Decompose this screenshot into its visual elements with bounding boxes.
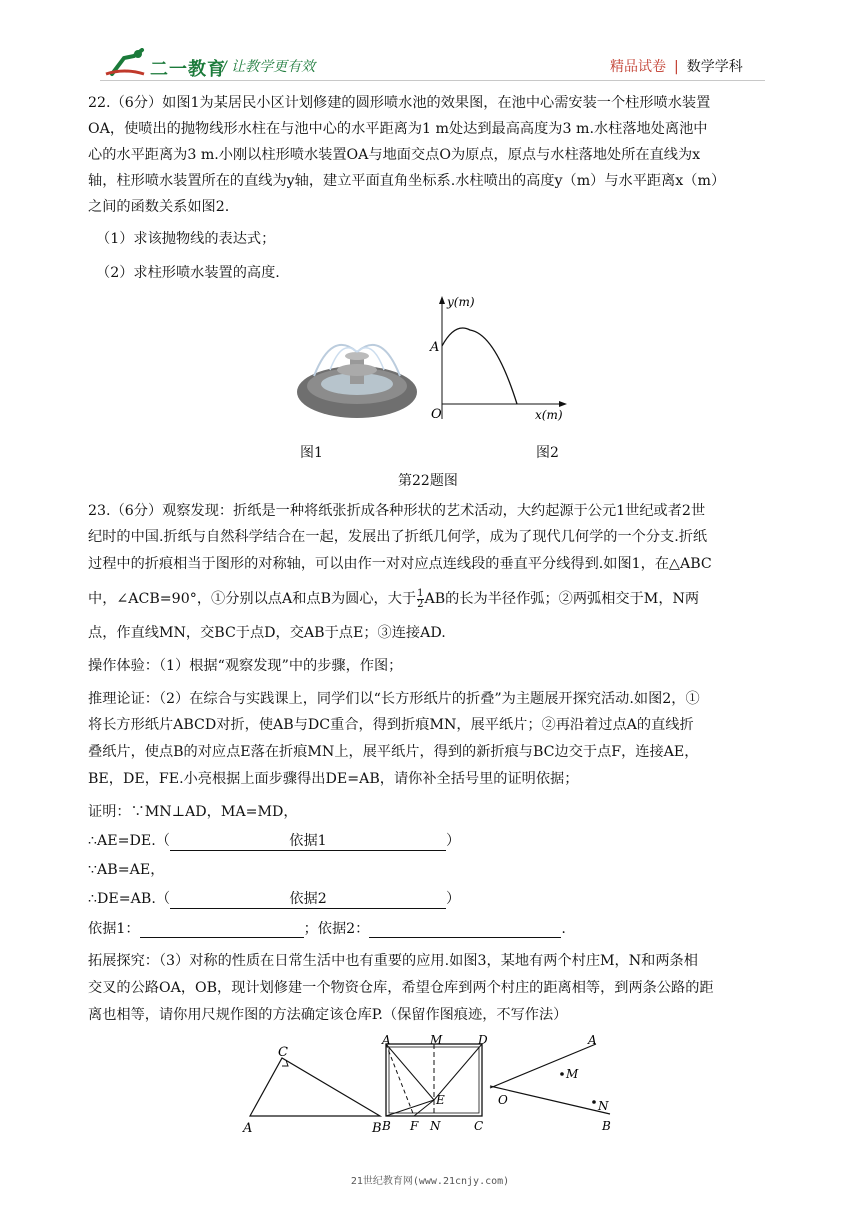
basis-2-blank: 依据2: [170, 888, 446, 909]
road-oa: [490, 1044, 596, 1088]
header-label-premium: 精品试卷: [610, 59, 666, 75]
road-label-o: O: [498, 1093, 508, 1107]
triangle-abc: [250, 1058, 380, 1116]
rect-label-c: C: [474, 1119, 484, 1133]
logo-text: 二一教育: [150, 59, 226, 80]
segment-be: [386, 1100, 434, 1116]
village-label-n: N: [598, 1099, 609, 1113]
basis-2-label: ；依据2：: [303, 921, 370, 937]
rect-label-m: M: [430, 1034, 443, 1047]
road-label-a: A: [588, 1033, 597, 1047]
tri-label-c: C: [278, 1045, 288, 1060]
segment-de: [434, 1044, 482, 1100]
proof-line-2: [88, 830, 460, 851]
q22-figure-caption: 第22题图: [398, 473, 458, 489]
page-header: [0, 0, 860, 90]
fraction-half: [417, 589, 423, 610]
rect-label-n: N: [430, 1119, 441, 1133]
fig2-caption: 图2: [536, 445, 559, 461]
header-subject: [610, 56, 743, 76]
q23-line-13: 离也相等，请你用尺规作图的方法确定该仓库P.（保留作图痕迹，不写作法）: [88, 1007, 568, 1023]
page-footer: 21世纪教育网(www.21cnjy.com): [350, 1176, 510, 1187]
tri-label-b: B: [372, 1121, 382, 1136]
header-slogan: / 让教学更有效: [222, 59, 316, 75]
proof-line-4a: ∴DE=AB.（: [88, 891, 171, 907]
x-axis-label: x(m): [535, 408, 563, 422]
q22-line-1: 22.（6分）如图1为某居民小区计划修建的圆形喷水池的效果图，在池中心需安装一个柱形喷水装置: [88, 95, 711, 111]
crease-af: [386, 1044, 414, 1116]
basis-answer-end: .: [561, 921, 566, 937]
header-separator: |: [674, 59, 679, 75]
fig23-roads: [482, 1030, 622, 1134]
fig1-caption: 图1: [300, 445, 323, 461]
road-label-b: B: [602, 1119, 611, 1133]
proof-line-2b: ）: [445, 833, 461, 849]
q22-line-3: 心的水平距离为3 m.小刚以柱形喷水装置OA与地面交点O为原点，原点与水柱落地处所在直线为x: [88, 147, 701, 163]
proof-line-2a: ∴AE=DE.（: [88, 833, 170, 849]
q23-line-1: 23.（6分）观察发现：折纸是一种将纸张折成各种形状的艺术活动，大约起源于公元1世纪或者2世: [88, 503, 706, 519]
q23-line-12: 交叉的公路OA，OB，现计划修建一个物资仓库，希望仓库到两个村庄的距离相等，到两条公路的距: [88, 980, 714, 996]
fig23-rectangle: [374, 1034, 490, 1138]
q23-line-11: 拓展探究：（3）对称的性质在日常生活中也有重要的应用.如图3，某地有两个村庄M，N和两条相: [88, 953, 698, 969]
logo-runner-icon: [104, 48, 148, 78]
q23-line-7: 推理论证：（2）在综合与实践课上，同学们以“长方形纸片的折叠”为主题展开探究活动.如图2，①: [88, 691, 700, 707]
fig23-triangle: [240, 1044, 390, 1136]
village-label-m: M: [566, 1067, 579, 1081]
rect-label-b: B: [382, 1119, 391, 1133]
segment-ae: [386, 1044, 434, 1100]
rect-label-f: F: [410, 1119, 419, 1133]
q23-line-8: 将长方形纸片ABCD对折，使AB与DC重合，得到折痕MN，展平纸片；②再沿着过点A的直线折: [88, 717, 694, 733]
fraction-denominator: 2: [417, 598, 424, 610]
village-n-dot: [592, 1100, 596, 1104]
header-label-subject: 数学学科: [686, 59, 743, 75]
rect-label-d: D: [478, 1034, 488, 1047]
q22-sub-1: （1）求该抛物线的表达式；: [96, 231, 276, 247]
basis-answer-line: [88, 918, 566, 938]
q22-line-2: OA，使喷出的抛物线形水柱在与池中心的水平距离为1 m处达到最高高度为3 m.水柱落地处离池中: [88, 121, 708, 137]
parabola-curve: [442, 328, 517, 404]
basis-2-answer-blank[interactable]: [369, 921, 561, 938]
q23-line-4b: AB的长为半径作弧；②两弧相交于M，N两: [424, 591, 700, 607]
fraction-numerator: 1: [417, 587, 424, 599]
q23-line-5: 点，作直线MN，交BC于点D，交AB于点E；③连接AD.: [88, 625, 446, 641]
village-m-dot: [560, 1072, 564, 1076]
q23-line-4: [88, 588, 699, 610]
proof-line-1: 证明：∵MN⊥AD，MA=MD，: [88, 804, 298, 820]
y-axis-label: y(m): [447, 295, 475, 309]
rect-label-e: E: [436, 1093, 445, 1107]
q23-line-9: 叠纸片，使点B的对应点E落在折痕MN上，展平纸片，得到的新折痕与BC边交于点F，连接AE，: [88, 744, 699, 760]
q22-line-4: 轴，柱形喷水装置所在的直线为y轴，建立平面直角坐标系.水柱喷出的高度y（m）与水平距离x（m）: [88, 173, 726, 189]
proof-line-4b: ）: [446, 891, 461, 907]
q23-line-10: BE，DE，FE.小亮根据上面步骤得出DE=AB，请你补全括号里的证明依据；: [88, 771, 579, 787]
tri-label-a: A: [243, 1121, 253, 1136]
q22-line-5: 之间的函数关系如图2.: [88, 199, 230, 215]
q23-line-6: 操作体验：（1）根据“观察发现”中的步骤，作图；: [88, 658, 403, 674]
basis-1-answer-blank[interactable]: [140, 921, 304, 938]
q22-sub-2: （2）求柱形喷水装置的高度.: [96, 265, 280, 281]
fountain-illustration: [292, 330, 422, 425]
segment-fe: [414, 1100, 434, 1116]
q23-line-2: 纪时的中国.折纸与自然科学结合在一起，发展出了折纸几何学，成为了现代几何学的一个分支.折纸: [88, 529, 708, 545]
proof-line-3: ∵AB=AE，: [88, 862, 165, 878]
proof-line-4: [88, 888, 460, 909]
point-a-label: A: [430, 340, 440, 355]
parabola-graph: [425, 294, 570, 429]
basis-1-blank: 依据1: [170, 830, 446, 851]
rect-label-a: A: [382, 1034, 391, 1047]
origin-label: O: [431, 407, 442, 422]
basis-1-label: 依据1：: [88, 921, 140, 937]
q23-line-3: 过程中的折痕相当于图形的对称轴，可以由作一对对应点连线段的垂直平分线得到.如图1，在△ABC: [88, 556, 712, 572]
road-ob: [490, 1086, 610, 1114]
q23-line-4a: 中，∠ACB=90°，①分别以点A和点B为圆心，大于: [88, 591, 417, 607]
header-divider: [100, 80, 765, 81]
